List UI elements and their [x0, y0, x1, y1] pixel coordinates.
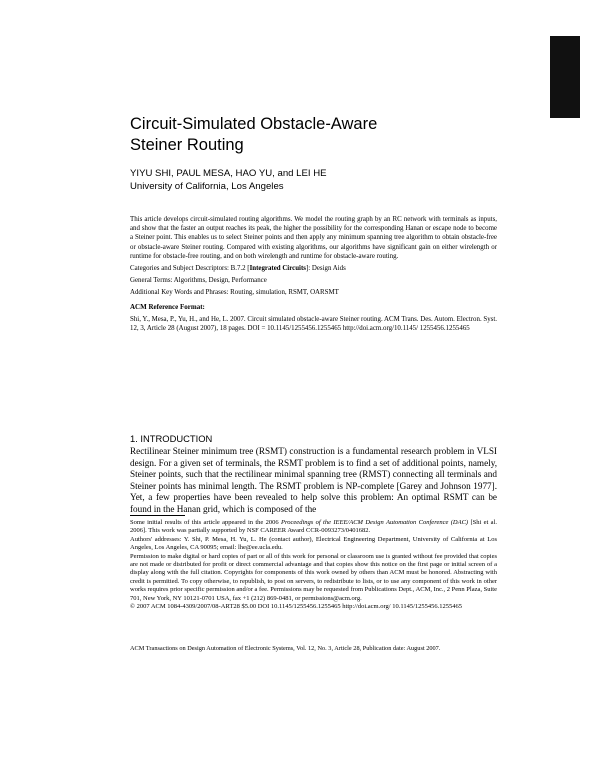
footnote-prior-suffix: [Shi et al. 2006]. This work was partially supported by NSF CAREER Award CCR-0093273/0401682. — [130, 519, 497, 535]
categories-suffix: ]: Design Aids — [305, 265, 346, 273]
categories-bold: Integrated Circuits — [249, 265, 306, 273]
footnotes-block — [130, 519, 497, 611]
general-terms: General Terms: Algorithms, Design, Performance — [130, 277, 267, 285]
keywords: Additional Key Words and Phrases: Routing, simulation, RSMT, OARSMT — [130, 289, 339, 297]
abstract-block — [130, 215, 497, 333]
intro-paragraph: Rectilinear Steiner minimum tree (RSMT) construction is a fundamental research problem in VLSI design. For a given set of terminals, the RSMT problem is to find a set of additional points, namely, Steiner points, such that the rectilinear minimal spanning tree (RMST) connecting all terminals and Steiner points has minimal length. The RSMT problem is NP-complete [Garey and Johnson 1977]. Yet, a few properties have been revealed to help solve this problem: An optimal RSMT can be found in the Hanan grid, which is composed of the — [130, 446, 497, 514]
footnote-prior-prefix: Some initial results of this article appeared in the 2006 — [130, 519, 282, 526]
running-footer: ACM Transactions on Design Automation of Electronic Systems, Vol. 12, No. 3, Article 28, Publication date: August 2007. — [130, 645, 441, 652]
section-heading: 1. INTRODUCTION — [130, 433, 213, 444]
footnote-prior-work — [130, 519, 497, 536]
footnote-copyright: © 2007 ACM 1084-4309/2007/08-ART28 $5.00 DOI 10.1145/1255456.1255465 http://doi.acm.org/ 10.1145/1255456.1255465 — [130, 603, 463, 611]
title-line-1: Circuit-Simulated Obstacle-Aware — [130, 115, 378, 133]
footnote-divider — [130, 515, 185, 516]
footnote-proceedings: Proceedings of the IEEE/ACM Design Automation Conference (DAC) — [281, 519, 469, 526]
black-tab-marker — [550, 36, 580, 118]
categories-line — [130, 264, 497, 273]
abstract-text: This article develops circuit-simulated routing algorithms. We model the routing graph by an RC network with terminals as inputs, and show that the faster an output reaches its peak, the higher the possibility for the corresponding Hanan or escape node to become a Steiner point. This enables us to select Steiner points and then apply any minimum spanning tree algorithm to obtain obstacle-free or obstacle-aware Steiner routing. Compared with existing algorithms, our algorithms have significant gain on either wirelength or runtime for obstacle-free routing, and on both wirelength and runtime for obstacle-aware routing. — [130, 216, 497, 260]
author-names: YIYU SHI, PAUL MESA, HAO YU, and LEI HE — [130, 168, 327, 179]
author-affiliation: University of California, Los Angeles — [130, 181, 284, 192]
categories-prefix: Categories and Subject Descriptors: B.7.2 [ — [130, 265, 250, 273]
article-title — [130, 114, 530, 156]
reference-heading: ACM Reference Format: — [130, 302, 205, 311]
reference-text: Shi, Y., Mesa, P., Yu, H., and He, L. 2007. Circuit simulated obstacle-aware Steiner routing. ACM Trans. Des. Autom. Electron. Syst. 12, 3, Article 28 (August 2007), 18 pages. DOI = 10.1145/1255456.1255465 http://doi.acm.org/10.1145/ 1255456.1255465 — [130, 315, 497, 333]
title-line-2: Steiner Routing — [130, 136, 244, 154]
footnote-permission: Permission to make digital or hard copies of part or all of this work for personal or classroom use is granted without fee provided that copies are not made or distributed for profit or direct commercial advantage and that copies show this notice on the first page or initial screen of a display along with the full citation. Copyrights for components of this work owned by others than ACM must be honored. Abstracting with credit is permitted. To copy otherwise, to republish, to post on servers, to redistribute to lists, or to use any component of this work in other works requires prior specific permission and/or a fee. Permissions may be requested from Publications Dept., ACM, Inc., 2 Penn Plaza, Suite 701, New York, NY 10121-0701 USA, fax +1 (212) 869-0481, or permissions@acm.org. — [130, 552, 497, 602]
author-block — [130, 167, 327, 193]
footnote-addresses: Authors' addresses: Y. Shi, P. Mesa, H. Yu, L. He (contact author), Electrical Engineering Department, University of California at Los Angeles, Los Angeles, CA 90095; email: lhe@ee.ucla.edu. — [130, 535, 497, 552]
